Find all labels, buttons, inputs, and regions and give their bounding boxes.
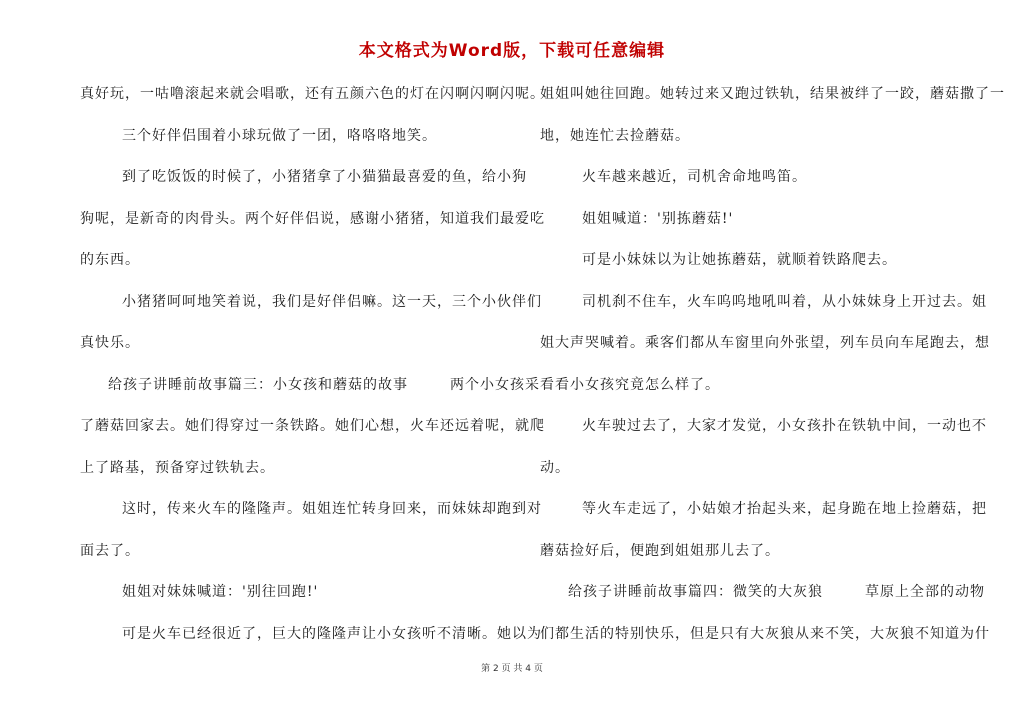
text-line: 真快乐。 bbox=[80, 335, 140, 351]
text-line: 地，她连忙去捡蘑菇。 bbox=[540, 127, 690, 144]
text-line: 姐大声哭喊着。乘客们都从车窗里向外张望，列车员向车尾跑去，想 bbox=[540, 335, 990, 351]
left-column bbox=[80, 80, 545, 661]
text-line: 火车驶过去了，大家才发觉，小女孩扑在铁轨中间，一动也不 bbox=[582, 418, 987, 434]
text-line: 可是火车已经很近了，巨大的隆隆声让小女孩听不清晰。她以为 bbox=[122, 625, 542, 642]
text-line: 姐姐喊道：'别拣蘑菇!' bbox=[582, 210, 734, 227]
text-line: 蘑菇捡好后，便跑到姐姐那儿去了。 bbox=[540, 542, 780, 559]
page-number-footer: 第 2 页 共 4 页 bbox=[481, 664, 543, 674]
text-line: 看看小女孩究竟怎么样了。 bbox=[540, 376, 720, 393]
section-heading-line bbox=[540, 578, 985, 606]
text-line: 了蘑菇回家去。她们得穿过一条铁路。她们心想，火车还远着呢，就爬 bbox=[80, 418, 545, 434]
section-opening-text: 两个小女孩采 bbox=[450, 376, 540, 393]
text-line: 动。 bbox=[540, 459, 570, 476]
text-line: 面去了。 bbox=[80, 542, 140, 559]
text-line: 狗呢，是新奇的肉骨头。两个好伴侣说，感谢小猪猪，知道我们最爱吃 bbox=[80, 210, 545, 227]
text-line: 司机刹不住车，火车呜呜地吼叫着，从小妹妹身上开过去。姐 bbox=[582, 293, 987, 310]
text-line: 火车越来越近，司机舍命地鸣笛。 bbox=[582, 169, 807, 185]
text-line: 上了路基，预备穿过铁轨去。 bbox=[80, 459, 275, 476]
text-line: 的东西。 bbox=[80, 252, 140, 268]
text-line: 到了吃饭饭的时候了，小猪猪拿了小猫猫最喜爱的鱼，给小狗 bbox=[122, 169, 527, 185]
section-heading: 给孩子讲睡前故事篇三：小女孩和蘑菇的故事 bbox=[108, 376, 408, 393]
text-line: 小猪猪呵呵地笑着说，我们是好伴侣嘛。这一天，三个小伙伴们 bbox=[122, 293, 542, 310]
right-column bbox=[540, 80, 1005, 661]
text-line: 们都生活的特别快乐，但是只有大灰狼从来不笑，大灰狼不知道为什 bbox=[540, 625, 990, 642]
text-line: 这时，传来火车的隆隆声。姐姐连忙转身回来，而妹妹却跑到对 bbox=[122, 501, 542, 517]
text-line: 等火车走远了，小姑娘才抬起头来，起身跪在地上捡蘑菇，把 bbox=[582, 501, 987, 517]
text-line: 三个好伴侣围着小球玩做了一团，咯咯咯地笑。 bbox=[122, 127, 437, 144]
section-heading-line bbox=[80, 371, 540, 399]
text-line: 姐姐对妹妹喊道：'别往回跑!' bbox=[122, 584, 319, 600]
section-heading: 给孩子讲睡前故事篇四：微笑的大灰狼 bbox=[568, 584, 823, 600]
section-opening-text: 草原上全部的动物 bbox=[865, 584, 985, 600]
format-banner: 本文格式为Word版，下载可任意编辑 bbox=[358, 41, 666, 61]
text-line: 姐姐叫她往回跑。她转过来又跑过铁轨，结果被绊了一跤，蘑菇撒了一 bbox=[540, 86, 1005, 102]
text-line: 真好玩，一咕噜滚起来就会唱歌，还有五颜六色的灯在闪啊闪啊闪呢。 bbox=[80, 86, 545, 102]
text-line: 可是小妹妹以为让她拣蘑菇，就顺着铁路爬去。 bbox=[582, 252, 897, 268]
